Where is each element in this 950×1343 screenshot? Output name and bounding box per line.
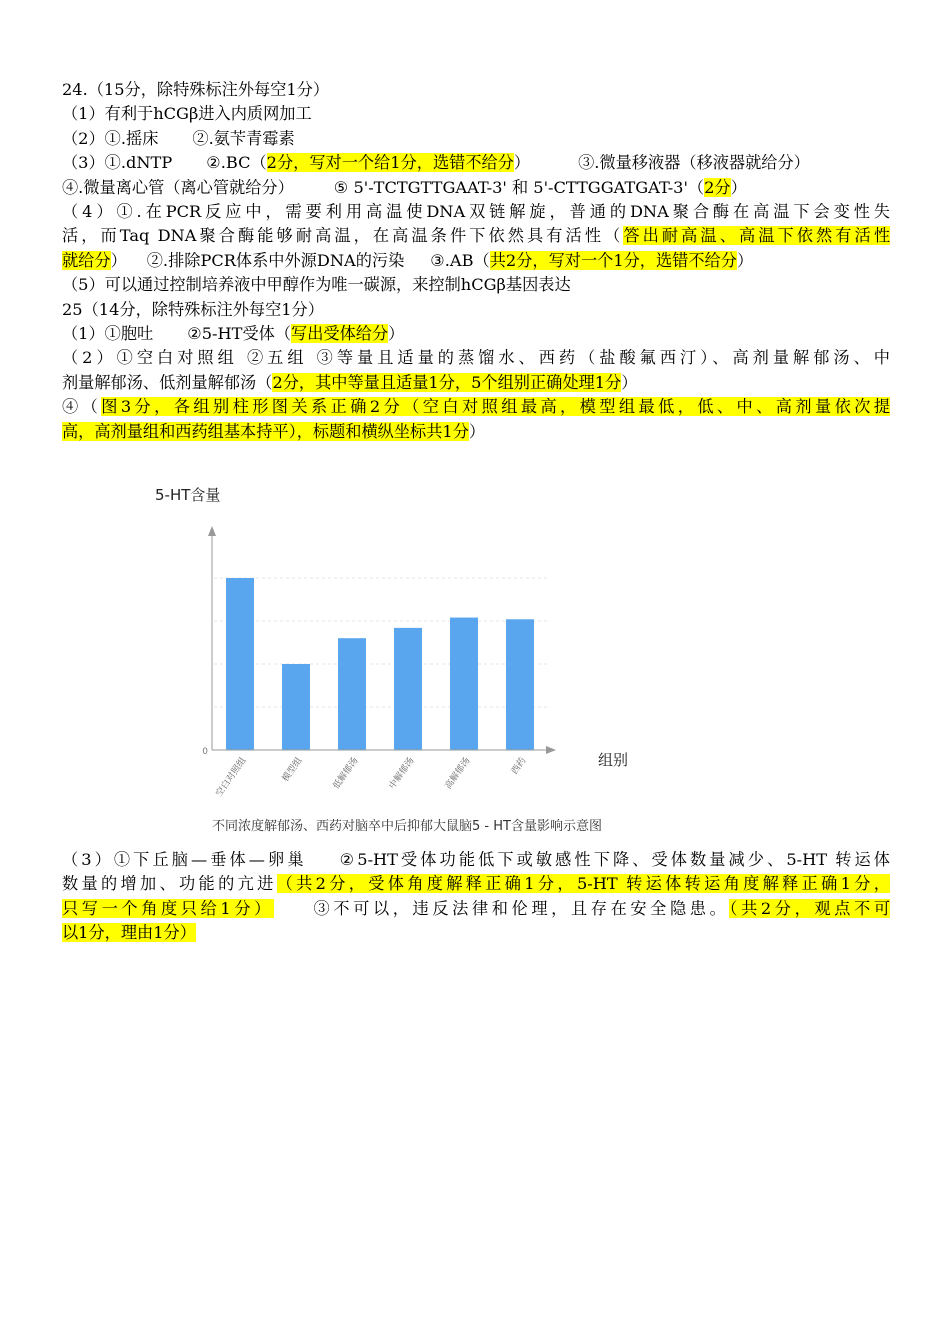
q25-part1-a: （1）①胞吐 bbox=[62, 324, 154, 344]
q25-part2-highlight-h: 图3分，各组别柱形图关系正确2分（空白对照组最高，模型组最低，低、中、高剂量依次提 bbox=[101, 397, 890, 417]
q24-part4-line3 bbox=[62, 249, 890, 273]
x-tick-label: 模型组 bbox=[280, 755, 305, 784]
bar-1 bbox=[226, 578, 254, 750]
q25-part2-line4 bbox=[62, 420, 890, 444]
q24-part3-a: （3）①.dNTP bbox=[62, 153, 173, 173]
bar-3 bbox=[338, 638, 366, 750]
q24-part5: （5）可以通过控制培养液中甲醇作为唯一碳源，来控制hCGβ基因表达 bbox=[62, 275, 571, 295]
q25-part2-line1 bbox=[62, 346, 890, 370]
q24-part1: （1）有利于hCGβ进入内质网加工 bbox=[62, 104, 312, 124]
q25-part1-highlight-c: 写出受体给分 bbox=[291, 324, 389, 344]
q24-part2-a: （2）①.摇床 bbox=[62, 128, 159, 148]
x-tick-label: 西药 bbox=[509, 755, 529, 777]
q24-part3-b: ②.BC（ bbox=[206, 153, 267, 173]
q24-part4-line2 bbox=[62, 224, 890, 248]
chart-canvas bbox=[150, 478, 800, 838]
q24-part3-d: ） bbox=[513, 153, 531, 173]
q24-part3-highlight-c: 2分，写对一个给1分，选错不给分 bbox=[266, 153, 514, 173]
q24-part3-f: ④.微量离心管（离心管就给分） bbox=[62, 177, 294, 197]
q25-part2-highlight-e: 2分，其中等量且适量1分，5个组别正确处理1分 bbox=[272, 372, 622, 392]
q25-part3-highlight-d: （共2分，受体角度解释正确1分，5-HT 转运体转运角度解释正确1分， bbox=[276, 874, 890, 894]
x-axis-arrow-icon bbox=[546, 746, 556, 754]
q24-part3-g: ⑤ 5'-TCTGTTGAAT-3' 和 5'-CTTGGATGAT-3'（ bbox=[333, 177, 705, 197]
bar-chart bbox=[150, 478, 800, 838]
q24-part3-highlight-h: 2分 bbox=[704, 177, 731, 197]
answer-document bbox=[62, 78, 890, 444]
origin-label: 0 bbox=[202, 747, 208, 757]
q25-part2-j: ） bbox=[468, 421, 486, 441]
chart-grid bbox=[214, 578, 548, 707]
q25-header: 25（14分，除特殊标注外每空1分） bbox=[62, 299, 324, 319]
q25-part3-highlight-g: （共2分，观点不可 bbox=[729, 898, 891, 918]
q25-part2-line2 bbox=[62, 371, 890, 395]
bar-5 bbox=[450, 618, 478, 750]
q25-part3-f: ③不可以，违反法律和伦理，且存在安全隐患。 bbox=[309, 898, 730, 918]
bar-2 bbox=[282, 664, 310, 750]
q25-part2-b: ②五组 bbox=[246, 348, 308, 368]
y-axis-label: 5-HT含量 bbox=[155, 486, 221, 504]
q25-part1-b: ②5-HT受体（ bbox=[187, 324, 292, 344]
q24-part4-i: ） bbox=[736, 250, 754, 270]
x-axis-label: 组别 bbox=[598, 751, 629, 769]
q25-part2-highlight-i: 高，高剂量组和西药组基本持平），标题和横纵坐标共1分 bbox=[62, 421, 469, 441]
q24-part2 bbox=[62, 127, 890, 151]
q24-part3-line2 bbox=[62, 176, 890, 200]
q25-part2-d: 剂量解郁汤、低剂量解郁汤（ bbox=[62, 372, 273, 392]
q24-part2-b: ②.氨苄青霉素 bbox=[192, 128, 295, 148]
q25-part3-b: ②5-HT受体功能低下或敏感性下降、受体数量减少、5-HT 转运体 bbox=[336, 850, 890, 869]
q25-part3-highlight-e: 只写一个角度只给1分） bbox=[62, 898, 274, 918]
q24-part4-f: ②.排除PCR体系中外源DNA的污染 bbox=[146, 250, 405, 270]
q25-part2-g: ④（ bbox=[62, 397, 102, 417]
q25-part1-d: ） bbox=[388, 324, 405, 344]
x-tick-label: 空白对照组 bbox=[214, 755, 249, 799]
q25-part3-line4 bbox=[62, 921, 890, 945]
x-tick-label: 高解郁汤 bbox=[443, 755, 473, 792]
x-tick-label: 低解郁汤 bbox=[331, 755, 361, 792]
q24-part4-highlight-c: 答出耐高温、高温下依然有活性 bbox=[623, 226, 891, 246]
q24-part4-line1: （4）①.在PCR反应中，需要利用高温使DNA双链解旋，普通的DNA聚合酶在高温下会变性失 bbox=[62, 202, 890, 222]
q24-part4-g: ③.AB（ bbox=[430, 250, 490, 270]
x-tick-label: 中解郁汤 bbox=[387, 755, 417, 792]
q25-part2-f: ） bbox=[621, 372, 638, 392]
q25-part1 bbox=[62, 322, 890, 346]
q24-part4-b: 活，而Taq DNA聚合酶能够耐高温，在高温条件下依然具有活性（ bbox=[62, 226, 624, 246]
q25-part3-c: 数量的增加、功能的亢进 bbox=[62, 874, 277, 894]
q24-part3-line1 bbox=[62, 151, 890, 175]
q25-part3-line3 bbox=[62, 897, 890, 921]
q25-part3-line2 bbox=[62, 872, 890, 896]
bar-6 bbox=[506, 619, 534, 750]
q24-header: 24.（15分，除特殊标注外每空1分） bbox=[62, 80, 330, 99]
q25-part3-line1 bbox=[62, 848, 890, 872]
chart-tick-labels bbox=[213, 755, 529, 799]
q25-part3 bbox=[62, 848, 890, 946]
y-axis-arrow-icon bbox=[208, 526, 216, 536]
q24-part4-highlight-h: 共2分，写对一个1分，选错不给分 bbox=[489, 250, 737, 270]
q25-part2-line3 bbox=[62, 395, 890, 419]
q25-part3-highlight-h: 以1分，理由1分） bbox=[62, 923, 196, 943]
q24-part4-e: ） bbox=[110, 250, 127, 270]
q25-part2-c: ③等量且适量的蒸馏水、西药（盐酸氟西汀）、高剂量解郁汤、中 bbox=[316, 348, 890, 368]
chart-title: 不同浓度解郁汤、西药对脑卒中后抑郁大鼠脑5 - HT含量影响示意图 bbox=[212, 819, 602, 834]
q24-part4-highlight-d: 就给分 bbox=[62, 250, 111, 270]
q24-part3-i: ） bbox=[730, 177, 747, 197]
chart-bars bbox=[226, 578, 534, 750]
q25-part2-a: （2）①空白对照组 bbox=[62, 348, 238, 368]
q24-part3-e: ③.微量移液器（移液器就给分） bbox=[578, 153, 810, 173]
bar-4 bbox=[394, 628, 422, 750]
q25-part3-a: （3）①下丘脑—垂体—卵巢 bbox=[62, 850, 307, 869]
